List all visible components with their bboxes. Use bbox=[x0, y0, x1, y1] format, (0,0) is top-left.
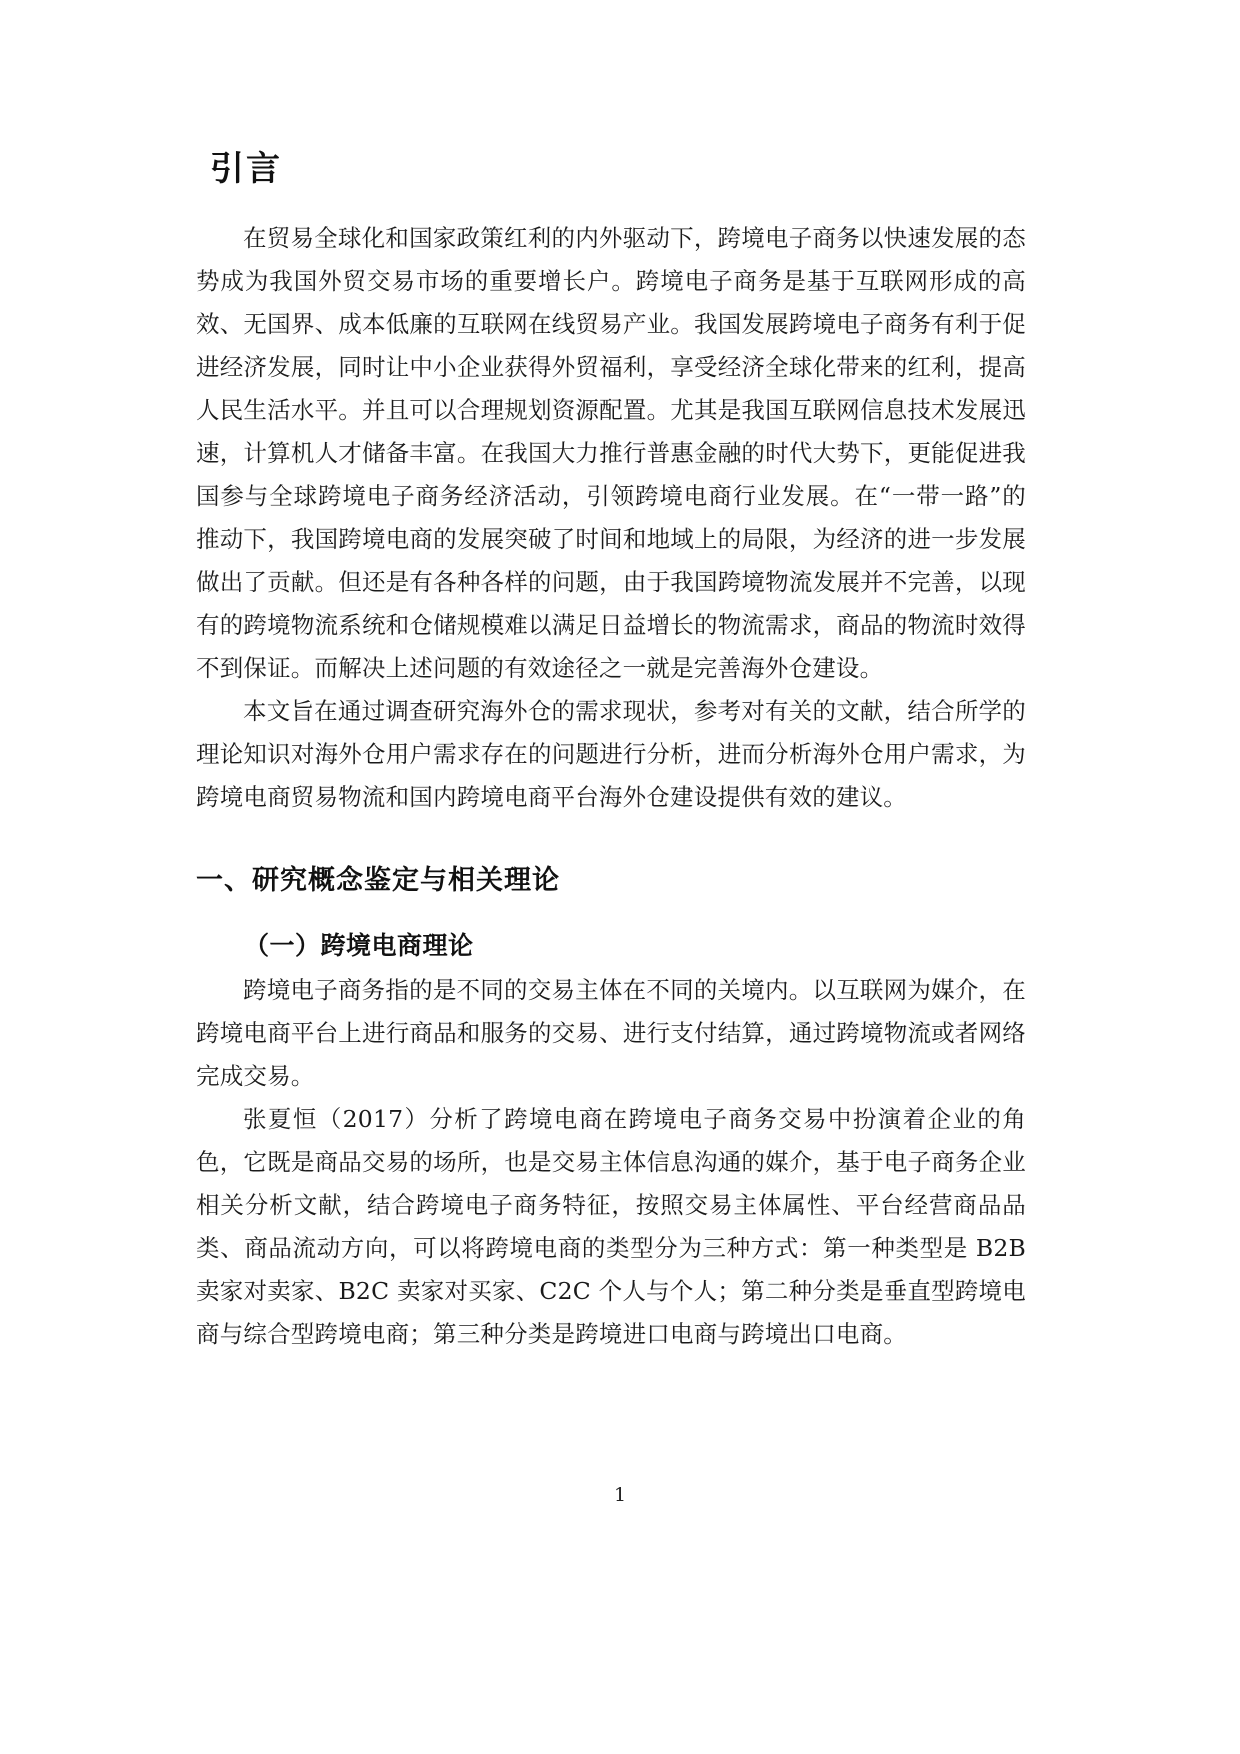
subsection-one-heading: （一）跨境电商理论 bbox=[244, 931, 474, 961]
section-one-heading: 一、研究概念鉴定与相关理论 bbox=[196, 865, 560, 897]
intro-heading: 引言 bbox=[210, 149, 282, 189]
intro-paragraph-2: 本文旨在通过调查研究海外仓的需求现状，参考对有关的文献，结合所学的理论知识对海外仓用户需求存在的问题进行分析，进而分析海外仓用户需求，为跨境电商贸易物流和国内跨境电商平台海外仓建设提供有效的建议。 bbox=[196, 697, 1026, 812]
subsection-one-paragraph-1: 跨境电子商务指的是不同的交易主体在不同的关境内。以互联网为媒介，在跨境电商平台上进行商品和服务的交易、进行支付结算，通过跨境物流或者网络完成交易。 bbox=[196, 976, 1026, 1091]
subsection-one-paragraph-2: 张夏恒（2017）分析了跨境电商在跨境电子商务交易中扮演着企业的角色，它既是商品交易的场所，也是交易主体信息沟通的媒介，基于电子商务企业相关分析文献，结合跨境电子商务特征，按照交易主体属性、平台经营商品品类、商品流动方向，可以将跨境电商的类型分为三种方式：第一种类型是 B2B 卖家对卖家、B2C 卖家对买家、C2C 个人与个人；第二种分类是垂直型跨境电商与综合型跨境电商；第三种分类是跨境进口电商与跨境出口电商。 bbox=[196, 1105, 1026, 1349]
intro-paragraph-1: 在贸易全球化和国家政策红利的内外驱动下，跨境电子商务以快速发展的态势成为我国外贸交易市场的重要增长户。跨境电子商务是基于互联网形成的高效、无国界、成本低廉的互联网在线贸易产业。我国发展跨境电子商务有利于促进经济发展，同时让中小企业获得外贸福利，享受经济全球化带来的红利，提高人民生活水平。并且可以合理规划资源配置。尤其是我国互联网信息技术发展迅速，计算机人才储备丰富。在我国大力推行普惠金融的时代大势下，更能促进我国参与全球跨境电子商务经济活动，引领跨境电商行业发展。在“一带一路”的推动下，我国跨境电商的发展突破了时间和地域上的局限，为经济的进一步发展做出了贡献。但还是有各种各样的问题，由于我国跨境物流发展并不完善，以现有的跨境物流系统和仓储规模难以满足日益增长的物流需求，商品的物流时效得不到保证。而解决上述问题的有效途径之一就是完善海外仓建设。 bbox=[196, 224, 1026, 683]
page-number: 1 bbox=[613, 1484, 627, 1506]
document-body bbox=[196, 150, 1026, 1356]
